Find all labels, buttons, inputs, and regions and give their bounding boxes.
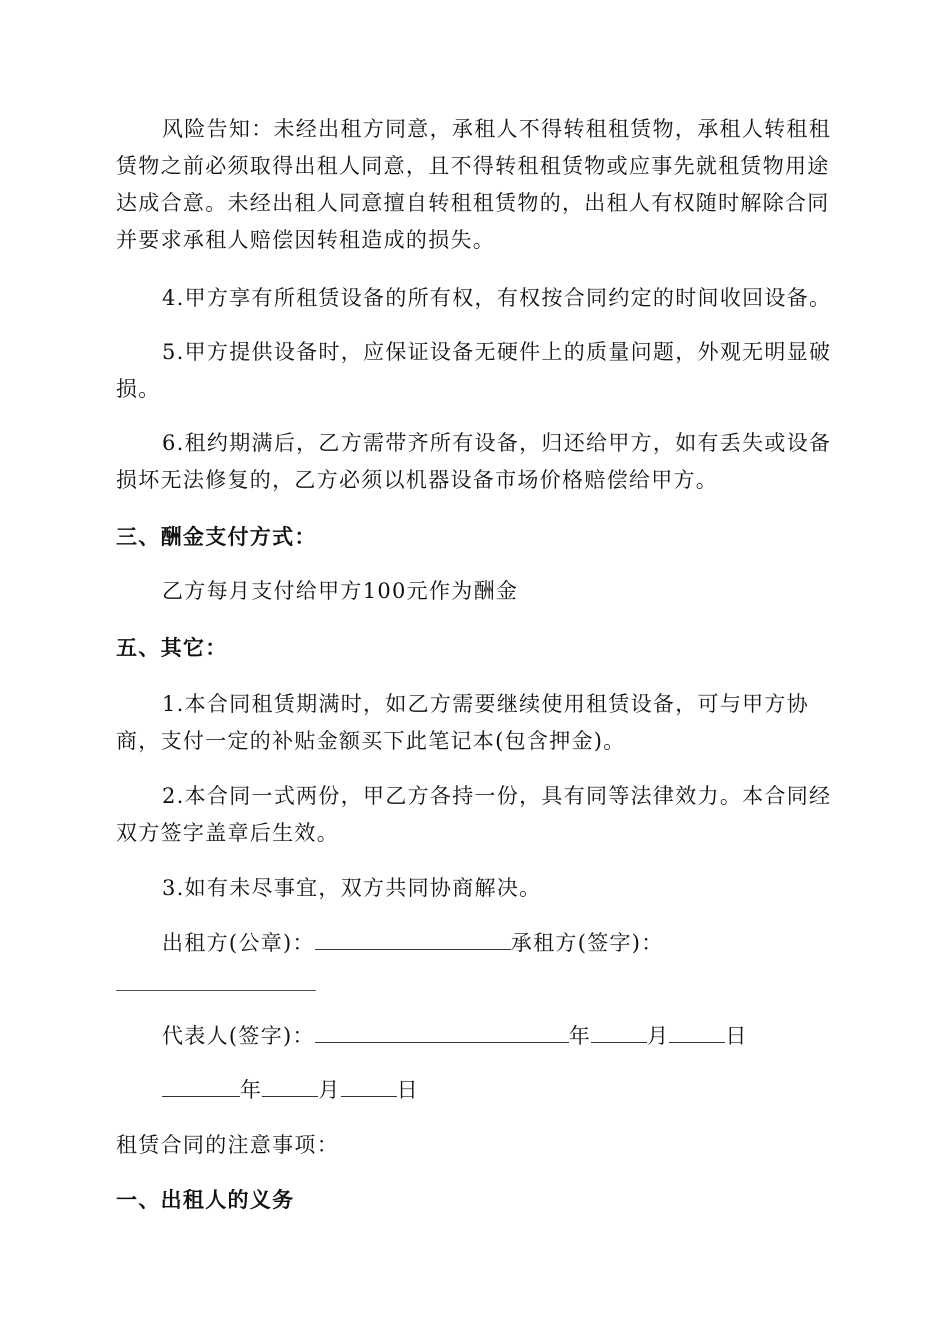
- other-clause-3: 3.如有未尽事宜，双方共同协商解决。: [162, 876, 542, 900]
- lessor-seal-blank: [315, 925, 511, 950]
- text-line: 2.本合同一式两份，甲乙方各持一份，具有同等法律效力。本合同经: [162, 784, 832, 808]
- year-blank: [162, 1072, 240, 1097]
- day-blank: [669, 1018, 725, 1043]
- section-heading-payment: 三、酬金支付方式：: [116, 524, 317, 549]
- month-blank: [262, 1072, 318, 1097]
- clause-5: [116, 334, 878, 371]
- text-line: 并要求承租人赔偿因转租造成的损失。: [116, 228, 496, 252]
- section-heading-other: 五、其它：: [116, 635, 228, 660]
- other-clause-2-cont: [116, 815, 832, 852]
- other-clause-2: [116, 778, 878, 815]
- signature-row-parties: [116, 925, 878, 962]
- section-heading-lessor-duties: 一、出租人的义务: [116, 1187, 295, 1212]
- text-line: 1.本合同租赁期满时，如乙方需要继续使用租赁设备，可与甲方协: [162, 692, 810, 716]
- risk-notice-paragraph-cont: [116, 148, 832, 259]
- lessor-seal-label: 出租方(公章)：: [162, 931, 315, 955]
- lessee-sign-label: 承租方(签字)：: [510, 931, 664, 955]
- text-line: 商，支付一定的补贴金额买下此笔记本(包含押金)。: [116, 729, 626, 753]
- day-label: 日: [725, 1024, 748, 1048]
- notes-title: 租赁合同的注意事项：: [116, 1133, 339, 1157]
- text-line: 风险告知：未经出租方同意，承租人不得转租租赁物，承租人转租租: [162, 117, 831, 141]
- year-label: 年: [240, 1078, 263, 1102]
- signature-row-date: [116, 1072, 878, 1109]
- clause-4: [116, 280, 878, 317]
- other-clause-1-cont: [116, 723, 832, 760]
- text-line: 损坏无法修复的，乙方必须以机器设备市场价格赔偿给甲方。: [116, 468, 719, 492]
- representative-blank: [315, 1018, 569, 1043]
- text-line: 双方签字盖章后生效。: [116, 821, 339, 845]
- payment-text: 乙方每月支付给甲方100元作为酬金: [162, 579, 519, 603]
- text-line: 达成合意。未经出租人同意擅自转租租赁物的，出租人有权随时解除合同: [116, 191, 830, 215]
- month-blank: [591, 1018, 647, 1043]
- text-line: 损。: [116, 377, 161, 401]
- text-line: 6.租约期满后，乙方需带齐所有设备，归还给甲方，如有丢失或设备: [162, 431, 832, 455]
- month-label: 月: [647, 1024, 670, 1048]
- other-clause-1: [116, 686, 878, 723]
- lessee-sign-blank: [116, 990, 316, 991]
- text-line: 赁物之前必须取得出租人同意，且不得转租租赁物或应事先就租赁物用途: [116, 154, 830, 178]
- signature-row-representative: [116, 1018, 878, 1055]
- month-label: 月: [318, 1078, 341, 1102]
- text-line: 4.甲方享有所租赁设备的所有权，有权按合同约定的时间收回设备。: [162, 286, 832, 310]
- year-label: 年: [568, 1024, 592, 1048]
- day-label: 日: [396, 1078, 419, 1102]
- day-blank: [341, 1072, 397, 1097]
- clause-6-cont: [116, 462, 832, 499]
- representative-label: 代表人(签字)：: [162, 1024, 315, 1048]
- clause-5-cont: [116, 371, 832, 408]
- risk-notice-paragraph: [116, 111, 878, 148]
- text-line: 5.甲方提供设备时，应保证设备无硬件上的质量问题，外观无明显破: [162, 340, 832, 364]
- clause-6: [116, 425, 878, 462]
